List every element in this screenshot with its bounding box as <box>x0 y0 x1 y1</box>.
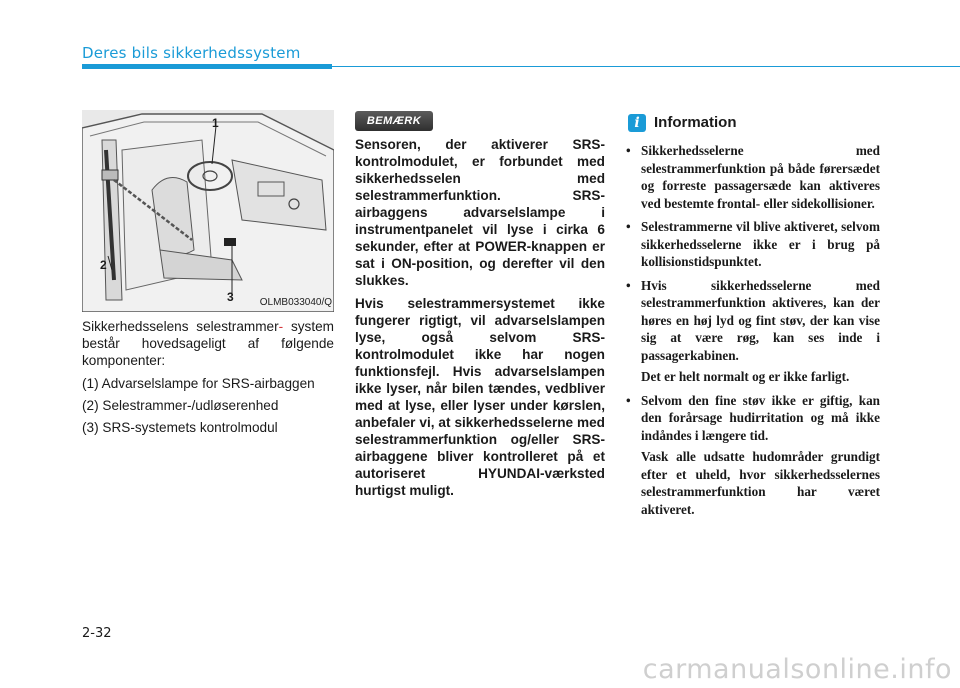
note-paragraph: Hvis selestrammersystemet ikke fungerer rigtigt, vil advarselslampen lyse, også selvom SRS-kontrolmodulet ikke har nogen funktionsfejl. Hvis advarselslampen ikke lyser, når bilen tændes, vedbliver med at lyse, eller lyser under kørslen, anbefaler vi, at sikkerhedsselerne med selestrammerfunktion og/eller SRS-airbaggene bliver kontrolleret på et autoriseret HYUNDAI-værksted hurtigst muligt. <box>355 296 605 498</box>
car-interior-drawing <box>82 110 334 312</box>
list-item: (1) Advarselslampe for SRS-airbaggen <box>82 376 315 391</box>
info-subparagraph: Det er helt normalt og er ikke farligt. <box>641 369 850 384</box>
watermark: carmanualsonline.info <box>642 654 952 685</box>
info-icon: i <box>628 114 646 132</box>
callout-2: 2 <box>100 258 107 272</box>
note-section <box>355 136 605 505</box>
section-title: Deres bils sikkerhedssystem <box>82 44 301 62</box>
page-number: 2-32 <box>82 626 112 641</box>
note-badge: BEMÆRK <box>355 111 433 131</box>
info-title: Information <box>654 114 737 131</box>
callout-1: 1 <box>212 116 219 130</box>
info-bullet: • Selestrammerne vil blive aktiveret, selvom sikkerhedsselerne ikke er i brug på kollisionstidspunktet. <box>624 218 880 271</box>
header-rule-accent <box>82 64 332 69</box>
seat-belt-pretensioner-illustration <box>82 110 334 312</box>
list-item: (3) SRS-systemets kontrolmodul <box>82 420 278 435</box>
header-rule <box>332 66 960 67</box>
info-subparagraph: Vask alle udsatte hudområder grundigt efter et uheld, hvor sikkerhedsselernes selestrammerfunktion har været aktiveret. <box>641 449 880 517</box>
list-item: (2) Selestrammer-/udløserenhed <box>82 398 279 413</box>
component-list <box>82 375 334 436</box>
intro-paragraph: Sikkerhedsselens selestrammer- system består hovedsageligt af følgende komponenter: <box>82 319 334 368</box>
info-bullet: • Sikkerhedsselerne med selestrammerfunktion på både førersædet og forreste passagersæde kan aktiveres ved bestemte frontal- eller sidekollisioner. <box>624 142 880 212</box>
info-bullet: • Hvis sikkerhedsselerne med selestrammerfunktion aktiveres, kan der høres en høj lyd og fint støv, der kan vise sig at være røg, kan ses inde i passagerkabinen. Det er helt normalt og er ikke farligt. <box>624 277 880 386</box>
components-description <box>82 318 334 441</box>
information-section <box>624 142 880 524</box>
figure-code: OLMB033040/Q <box>259 297 332 308</box>
info-bullet: • Selvom den fine støv ikke er giftig, kan den forårsage hudirritation og må ikke indåndes i længere tid. Vask alle udsatte hudområder grundigt efter et uheld, hvor sikkerhedsselernes selestrammerfunktion har været aktiveret. <box>624 392 880 519</box>
note-paragraph: Sensoren, der aktiverer SRS-kontrolmodulet, er forbundet med sikkerhedsselen med selestrammerfunktion. SRS-airbaggens advarselslampe i instrumentpanelet vil lyse i cirka 6 sekunder, efter at POWER-knappen er sat i ON-position, og derefter vil den slukkes. <box>355 137 605 288</box>
hyphen-mark: - <box>278 319 284 334</box>
callout-3: 3 <box>227 290 234 304</box>
